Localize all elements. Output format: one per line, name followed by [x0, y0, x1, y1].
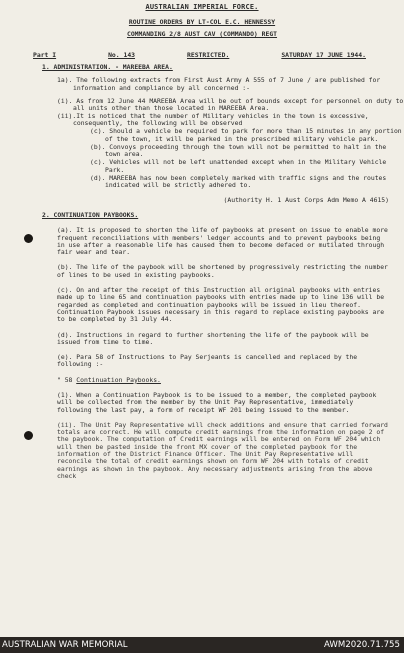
- order-header-line: [33, 52, 366, 59]
- order-date: SATURDAY 17 JUNE 1944.: [281, 50, 366, 59]
- quote-heading-prefix: " 58: [57, 375, 77, 384]
- section1-sub-b: (b). Convoys proceeding through the town will not be permitted to halt in the town area.: [90, 142, 387, 159]
- section1-sub-c1: (c). Should a vehicle be required to park for more than 15 minutes in any portion of the town, it will be parked in the prescribed military vehicle park.: [90, 127, 402, 143]
- section1-authority: (Authority H. 1 Aust Corps Adm Memo A 4615): [223, 195, 389, 204]
- quote-item-2: (ii). The Unit Pay Representative will check additions and ensure that carried forward totals are correct. He will compute credit earnings from the information on page 2 of the paybook. The computation of Credit earnings will be entered on Form WF 204 which will then be pasted inside the front MX cover of the completed paybook for the information of the District Finance Officer. The Unit Pay Representative will reconcile the total of credit earnings shown on form WF 204 with totals of credit earnings as shown in the paybook. Any necessary adjustments arising from the above check: [57, 420, 388, 480]
- archive-name: AUSTRALIAN WAR MEMORIAL: [2, 640, 128, 650]
- quote-item-1: (1). When a Continuation Paybook is to be issued to a member, the completed paybook will be collected from the member by the Unit Pay Representative, immediately following the last pay, a form of receipt WF 201 being issued to the member.: [57, 390, 377, 414]
- order-number: No. 143: [108, 50, 136, 59]
- section2-para-e: (e). Para 58 of Instructions to Pay Serjeants is cancelled and replaced by the following :-: [57, 353, 358, 369]
- section1-sub-c2: (c). Vehicles will not be left unattended except when in the Military Vehicle Park.: [90, 158, 387, 174]
- punch-hole-lower: [24, 431, 33, 440]
- document-subtitle: ROUTINE ORDERS BY LT-COL E.C. HENNESSY: [128, 18, 276, 27]
- document-unit: COMMANDING 2/8 AUST CAV (COMMANDO) REGT: [126, 29, 278, 38]
- quote-heading-text: Continuation Paybooks.: [76, 375, 161, 384]
- section1-sub-d: (d). MAREEBA has now been completely marked with traffic signs and the routes indicated will be strictly adhered to.: [90, 174, 387, 190]
- punch-hole-upper: [24, 234, 33, 243]
- document-title: AUSTRALIAN IMPERIAL FORCE.: [145, 3, 259, 11]
- quote-heading: [57, 377, 389, 384]
- part-label: Part I: [33, 50, 57, 59]
- section2-para-b: (b). The life of the paybook will be shortened by progressively restricting the number of lines to be used in existing paybooks.: [57, 263, 388, 279]
- section1-intro: 1a). The following extracts from First Aust Army A 555 of 7 June / are published for information and compliance by all concerned :-: [57, 76, 381, 92]
- section2-para-c: (c). On and after the receipt of this Instruction all original paybooks with entries made up to line 65 and continuation paybooks with entries made up to line 136 will be regarded as completed and continuation paybooks will be issued in lieu thereof. Continuation Paybook issues necessary in this regard to replace existing paybooks are to be completed by 31 July 44.: [57, 286, 385, 324]
- archive-footer: [0, 637, 404, 653]
- section1-item-ii: (ii).It is noticed that the number of Military vehicles in the town is excessive, consequently, the following will be observed: [57, 111, 369, 127]
- section2-para-d: (d). Instructions in regard to further shortening the life of the paybook will be issued from time to time.: [57, 330, 369, 346]
- section2-heading: 2. CONTINUATION PAYBOOKS.: [42, 210, 139, 219]
- section2-para-a: (a). It is proposed to shorten the life of paybooks at present on issue to enable more frequent reconciliations with members' ledger accounts and to prevent paybooks being in use after a reasonable life has caused them to become defaced or mutilated through fair wear and tear.: [57, 226, 388, 257]
- section1-item-i: (i). As from 12 June 44 MAREEBA Area will be out of bounds except for personnel on duty to all units other than those located in MAREEBA Area.: [57, 97, 404, 113]
- archive-reference: AWM2020.71.755: [324, 640, 400, 650]
- section1-heading: 1. ADMINISTRATION. - MAREEBA AREA.: [42, 63, 173, 72]
- classification: RESTRICTED.: [187, 50, 230, 59]
